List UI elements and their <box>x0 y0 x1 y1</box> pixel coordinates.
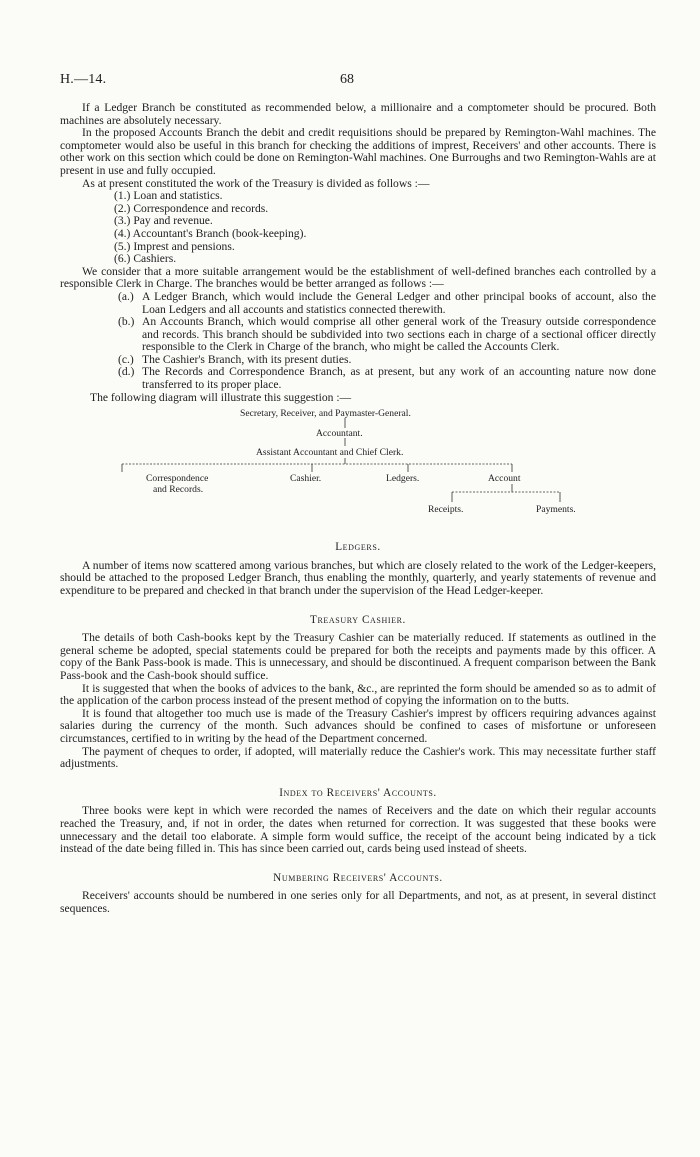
paragraph: We consider that a more suitable arrangement would be the establishment of well-defined branches each controlled by a responsible Clerk in Charge. The branches would be better arranged as follows :— <box>60 264 656 291</box>
paragraph: If a Ledger Branch be constituted as recommended below, a millionaire and a comptometer should be procured. Both machines are absolutely necessary. <box>60 101 656 127</box>
paragraph: Three books were kept in which were recorded the names of Receivers and the date on which their regular accounts reached the Treasury, and, if not in order, the dates when returned for correction. It was suggested that these books were unnecessary and the detail too elaborate. A simple form would suffice, the receipt of the account being indicated by a tick instead of the date being filled in. This has since been carried out, cards being used instead of sheets. <box>60 804 656 856</box>
document-code: H.—14. <box>60 72 107 87</box>
diagram-node-payments: Payments. <box>536 504 576 516</box>
diagram-lines <box>60 408 656 534</box>
paragraph: A number of items now scattered among various branches, but which are closely related to the work of the Ledger-keepers, should be attached to the proposed Ledger Branch, thus enabling the monthly, quarterly, and yearly statements of revenue and expenditure to be prepared and checked in that branch under the supervision of the Head Ledger-keeper. <box>60 558 656 598</box>
list-item: (1.) Loan and statistics. <box>114 189 223 203</box>
paragraph: As at present constituted the work of the Treasury is divided as follows :— <box>82 176 430 190</box>
diagram-node-receipts: Receipts. <box>428 504 464 516</box>
list-item: (3.) Pay and revenue. <box>114 214 213 228</box>
proposed-branch-list <box>60 291 656 392</box>
paragraph: It is found that altogether too much use is made of the Treasury Cashier's imprest by officers requiring advances against salaries during the currency of the month. Such advances should be confined to cases of misfortune or unforeseen circumstances, certified to in writing by the head of the Department concerned. <box>60 706 656 745</box>
document-page <box>60 72 656 916</box>
paragraph: It is suggested that when the books of advices to the bank, &c., are reprinted the form should be amended so as to admit of the application of the carbon process instead of the present method of copying the information on to the butts. <box>60 681 656 708</box>
list-item-label: (a.) <box>118 289 134 303</box>
list-item-label: (b.) <box>118 315 135 329</box>
diagram-node-ledgers: Ledgers. <box>386 473 420 485</box>
paragraph: Receivers' accounts should be numbered in one series only for all Departments, and not, as at present, in several distinct sequences. <box>60 889 656 915</box>
paragraph: The details of both Cash-books kept by the Treasury Cashier can be materially reduced. If statements as outlined in the general scheme be adopted, special statements could be prepared for both the receipts and payments made by this officer. A copy of the Bank Pass-book is made. This is unnecessary, and should be discontinued. A frequent comparison between the Bank Pass-book and the Cash-book should suffice. <box>60 631 656 682</box>
list-item-text: An Accounts Branch, which would comprise all other general work of the Treasury outside correspondence and records. This branch should be subdivided into two sections each in charge of a sectional officer directly responsible to the Clerk in Charge of the branch, who might be called the Accounts Clerk. <box>142 315 656 354</box>
list-item <box>60 366 656 391</box>
diagram-node-secretary: Secretary, Receiver, and Paymaster-General. <box>240 408 411 420</box>
section-heading-treasury-cashier: Treasury Cashier. <box>310 613 406 626</box>
treasury-division-list <box>60 190 656 266</box>
list-item <box>60 316 656 354</box>
diagram-node-accountant: Accountant. <box>316 428 363 440</box>
list-item-text: A Ledger Branch, which would include the General Ledger and other principal books of account, also the Loan Ledgers and all accounts and statistics connected therewith. <box>142 289 656 316</box>
list-item: (5.) Imprest and pensions. <box>114 239 235 253</box>
diagram-node-correspondence: Correspondence <box>146 473 209 485</box>
section-heading-index-receivers: Index to Receivers' Accounts. <box>279 786 437 799</box>
section-heading-numbering-receivers: Numbering Receivers' Accounts. <box>273 871 443 884</box>
list-item-label: (d.) <box>118 365 135 379</box>
list-item-text: The Cashier's Branch, with its present duties. <box>142 352 352 366</box>
list-item <box>60 291 656 316</box>
diagram-node-assistant-accountant: Assistant Accountant and Chief Clerk. <box>256 447 404 459</box>
diagram-node-account: Account <box>488 473 521 485</box>
document-body <box>60 102 656 916</box>
section-heading-ledgers: Ledgers. <box>335 541 381 554</box>
diagram-node-cashier: Cashier. <box>290 473 322 485</box>
diagram-node-correspondence-line2: and Records. <box>153 484 204 496</box>
organisation-diagram <box>60 408 656 534</box>
list-item: (4.) Accountant's Branch (book-keeping). <box>114 226 307 240</box>
page-number: 68 <box>340 72 354 87</box>
list-item: (6.) Cashiers. <box>114 252 177 266</box>
list-item-label: (c.) <box>118 352 134 366</box>
list-item-text: The Records and Correspondence Branch, as at present, but any work of an accounting nature now done transferred to its proper place. <box>142 365 656 392</box>
paragraph: The payment of cheques to order, if adopted, will materially reduce the Cashier's work. This may necessitate further staff adjustments. <box>60 744 656 771</box>
paragraph: In the proposed Accounts Branch the debit and credit requisitions should be prepared by Remington-Wahl machines. The comptometer would also be useful in this branch for checking the additions of imprest, Receivers' and other accounts. There is other work on this section which could be done on Remington-Wahl machines. One Burroughs and two Remington-Wahls are at present in use and fully occupied. <box>60 126 656 177</box>
page-header <box>60 72 656 94</box>
list-item: (2.) Correspondence and records. <box>114 201 269 215</box>
paragraph: The following diagram will illustrate this suggestion :— <box>90 390 352 404</box>
